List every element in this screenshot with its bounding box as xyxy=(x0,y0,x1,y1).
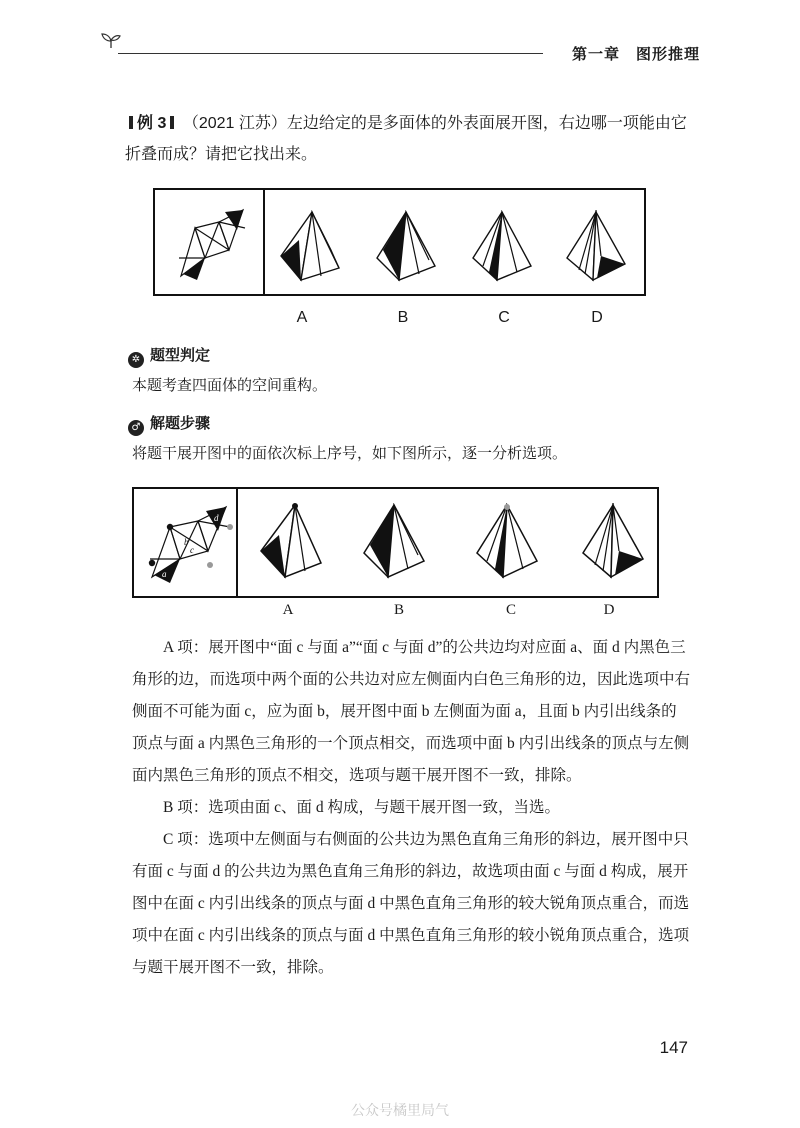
option-a-label: A xyxy=(296,309,308,326)
section-type-body: 本题考查四面体的空间重构。 xyxy=(132,376,328,394)
section-type-heading: ✲ 题型判定 xyxy=(128,344,210,368)
annotated-option-a-figure xyxy=(259,503,323,579)
option-c-label: C xyxy=(498,309,510,326)
analysis-text xyxy=(132,632,692,984)
annotated-option-d-label: D xyxy=(603,602,615,618)
figure-question xyxy=(153,188,646,296)
annotated-option-b-label: B xyxy=(393,602,404,618)
option-c-figure xyxy=(469,210,535,282)
question-tag: 例 3 xyxy=(137,115,167,132)
header-rule xyxy=(118,53,543,54)
face-label-d: d xyxy=(214,513,219,523)
annotated-option-c-label: C xyxy=(505,602,516,618)
annotated-option-c-figure xyxy=(475,503,539,579)
option-d-label: D xyxy=(591,309,603,326)
face-label-a: a xyxy=(162,569,167,579)
question-body: （2021 江苏）左边给定的是多面体的外表面展开图，右边哪一项能由它折叠而成？请把它找出来。 xyxy=(125,115,687,163)
leaf-icon xyxy=(100,30,122,52)
face-label-c: c xyxy=(190,545,194,555)
annotated-option-b-figure xyxy=(362,503,426,579)
labeled-net-diagram xyxy=(144,497,234,589)
option-b-label: B xyxy=(397,309,409,326)
analysis-option-b: B 项：选项由面 c、面 d 构成，与题干展开图一致，当选。 xyxy=(163,799,560,816)
steps-icon: ♂ xyxy=(128,420,144,436)
chapter-number: 第一章 xyxy=(571,46,620,63)
analysis-option-a: A 项：展开图中“面 c 与面 a”“面 c 与面 d”的公共边均对应面 a、面 d 内黑色三角形的边，而选项中两个面的公共边对应左侧面内白色三角形的边，因此选项中右侧面不可能为面 c，应为面 b，展开图中面 b 左侧面为面 a，且面 b 内引出线条的顶点与面 a 内黑色三角形的一个顶点相交，而选项中面 b 内引出线条的顶点与左侧面内黑色三角形的顶点不相交，选项与题干展开图不一致，排除。 xyxy=(132,639,691,784)
section-steps-body: 将题干展开图中的面依次标上序号，如下图所示，逐一分析选项。 xyxy=(132,444,568,462)
page-number: 147 xyxy=(659,1038,688,1057)
chapter-title: 图形推理 xyxy=(635,46,700,63)
option-d-figure xyxy=(563,210,629,282)
watermark: 公众号橘里局气 xyxy=(351,1103,449,1119)
annotated-option-d-figure xyxy=(581,503,645,579)
figure-annotated xyxy=(132,487,659,598)
section-steps-heading: ♂ 解题步骤 xyxy=(128,412,210,436)
option-b-figure xyxy=(373,210,439,282)
question-text xyxy=(125,108,690,170)
gear-icon: ✲ xyxy=(128,352,144,368)
net-diagram xyxy=(177,200,247,286)
chapter-heading xyxy=(572,43,700,64)
analysis-option-c: C 项：选项中左侧面与右侧面的公共边为黑色直角三角形的斜边，展开图中只有面 c 与面 d 的公共边为黑色直角三角形的斜边，故选项由面 c 与面 d 构成，展开图中在面 c 内引出线条的顶点与面 d 中黑色直角三角形的较大锐角顶点重合，而选项中在面 c 内引出线条的顶点与面 d 中黑色直角三角形的较小锐角顶点重合，选项与题干展开图不一致，排除。 xyxy=(132,831,690,976)
annotated-option-a-label: A xyxy=(282,602,294,618)
option-a-figure xyxy=(277,210,343,282)
face-label-b: b xyxy=(184,537,189,547)
